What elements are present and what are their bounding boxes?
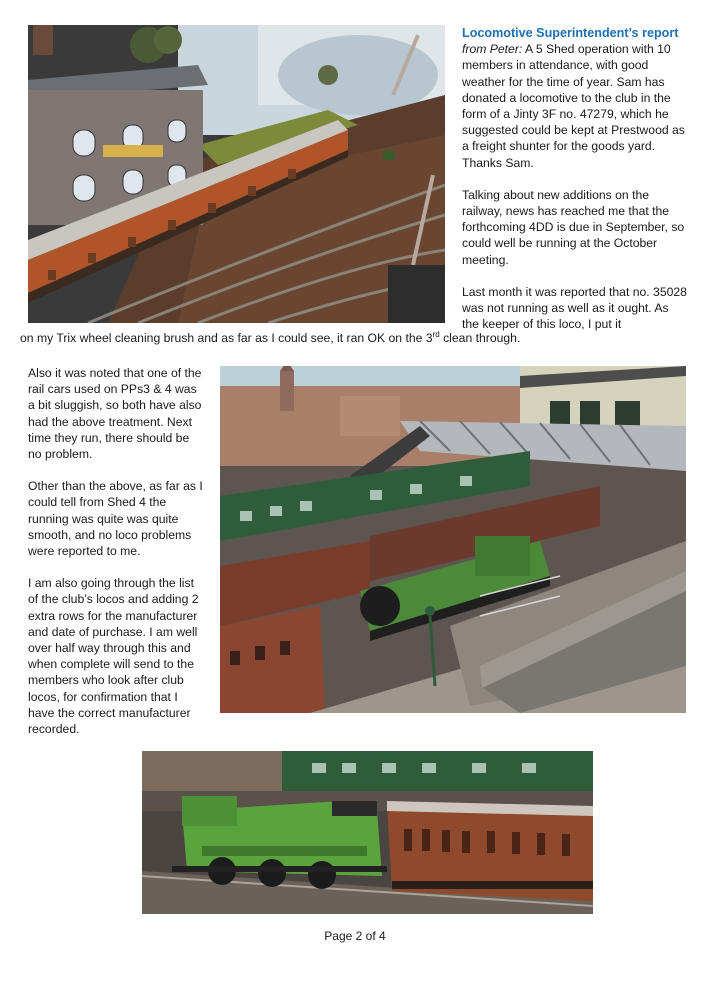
photo-tank-engine-coach xyxy=(142,751,593,914)
report-paragraph-1: A 5 Shed operation with 10 members in attendance, with good weather for the time of year. Sam has donated a locomotive to the club in the form of a Jinty 3F no. 47279, which he suggested could be kept at Prestwood as a freight shunter for the goods yard. Thanks Sam. xyxy=(462,42,685,170)
photo-carriages-building xyxy=(28,25,445,323)
report-paragraph-4: Also it was noted that one of the rail cars used on PPs3 & 4 was a bit sluggish, so both have also had the above treatment. Next time they run, there should be no problem. xyxy=(28,366,202,462)
continued-text-before: on my Trix wheel cleaning brush and as far as I could see, it ran OK on the 3 xyxy=(20,331,433,345)
continued-text-after: clean through. xyxy=(439,331,521,345)
report-heading: Locomotive Superintendent’s report xyxy=(462,26,679,40)
ordinal-suffix: rd xyxy=(432,329,440,339)
report-author-label: from Peter: xyxy=(462,42,523,57)
report-left-column xyxy=(28,365,206,737)
report-paragraph-6: I am also going through the list of the club’s locos and adding 2 extra rows for the manufacturer and date of purchase. I am well over half way through this and when complete will send to the members who look after club locos, for confirmation that I have the correct manufacturer recorded. xyxy=(28,576,199,737)
report-paragraph-3: Last month it was reported that no. 35028 was not running as well as it ought. As the keeper of this loco, I put it xyxy=(462,284,687,332)
report-paragraph-2: Talking about new additions on the railway, news has reached me that the forthcoming 4DD is due in September, so could well be running at the October meeting. xyxy=(462,187,685,267)
report-paragraph-3-continued xyxy=(20,330,520,346)
page-number: Page 2 of 4 xyxy=(324,929,386,943)
report-paragraph-5: Other than the above, as far as I could tell from Shed 4 the running was quite was quite smooth, and no loco problems were reported to me. xyxy=(28,479,203,559)
report-intro-column xyxy=(462,25,687,332)
photo-station-footbridge xyxy=(220,366,686,713)
